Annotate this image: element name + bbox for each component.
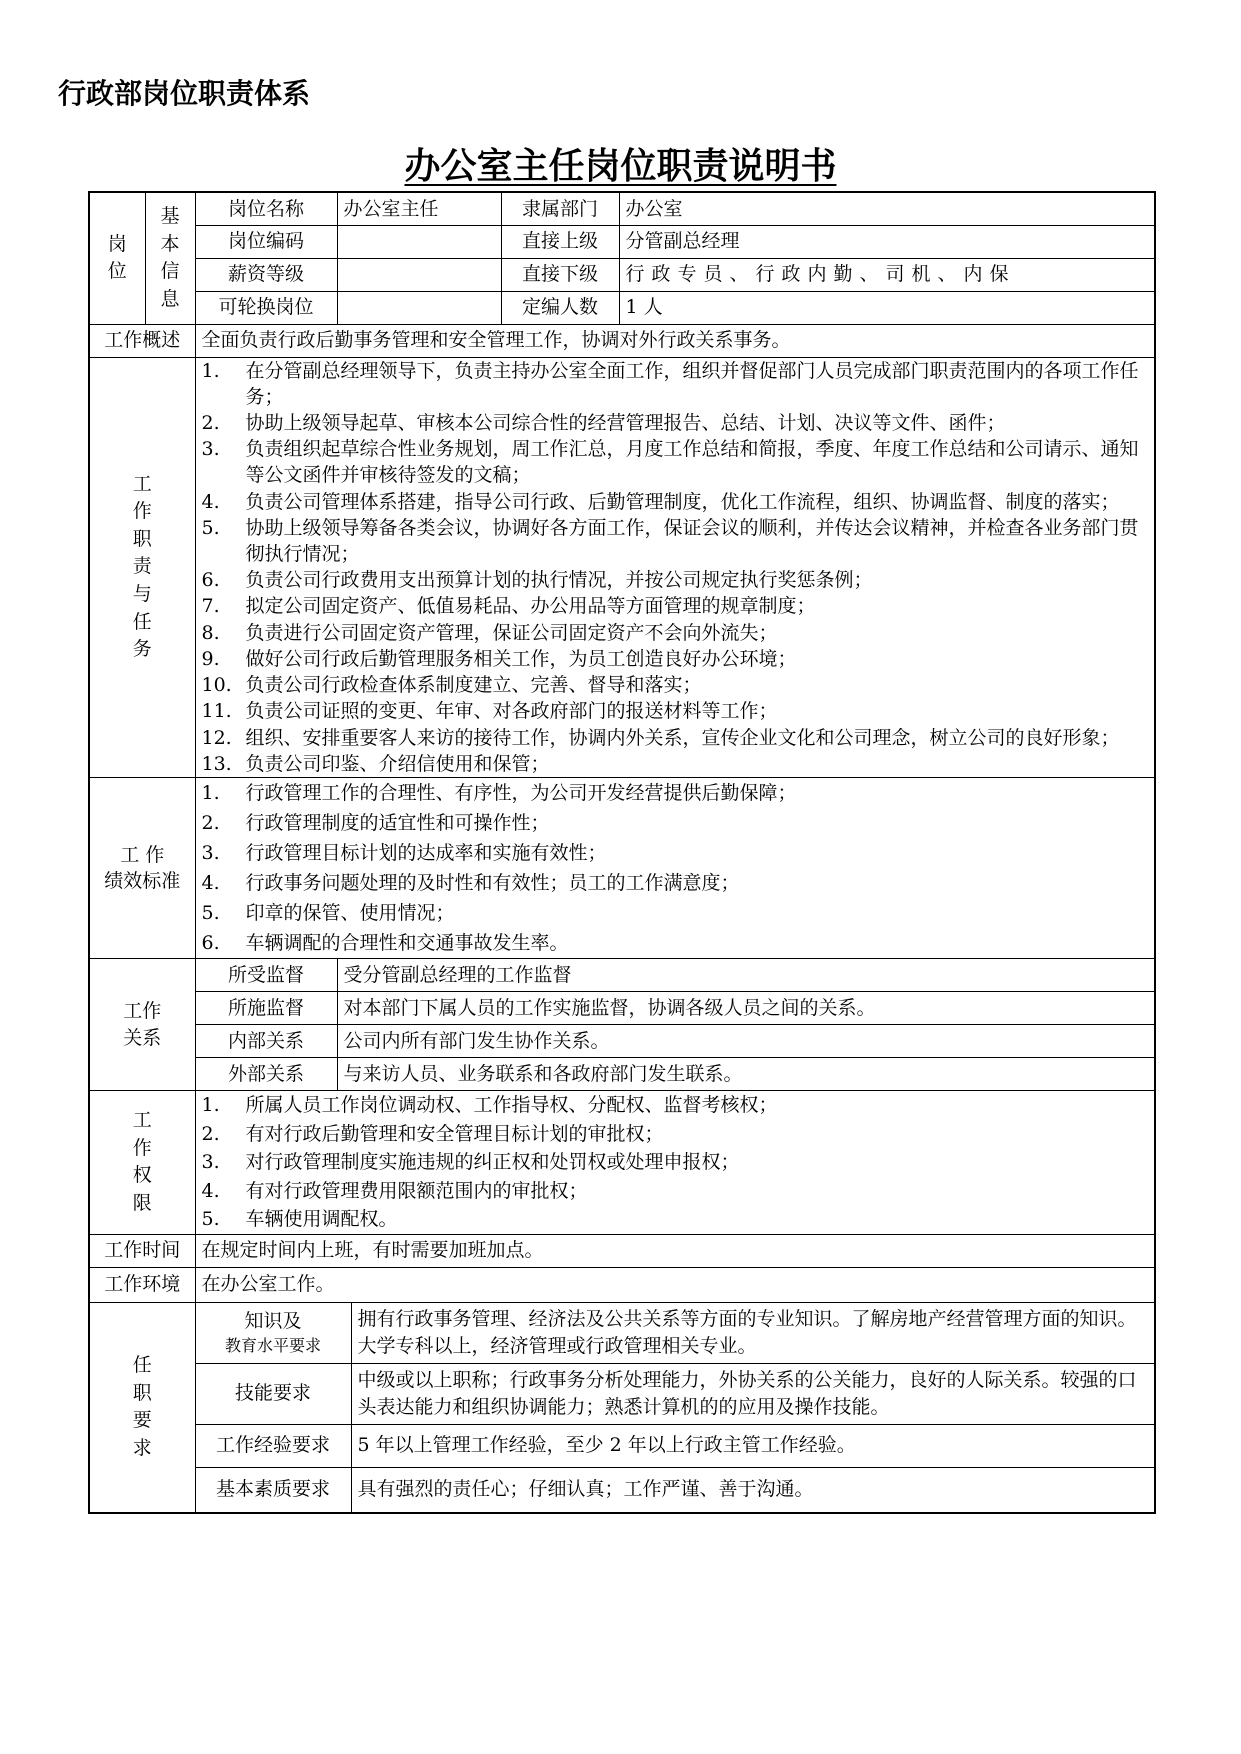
requirement-key-line2: 教育水平要求 — [224, 1335, 321, 1355]
item-number: 6. — [201, 569, 220, 592]
position-row-3 — [89, 258, 1155, 291]
item-text: 车辆调配的合理性和交通事故发生率。 — [245, 932, 569, 955]
requirement-key: 技能要求 — [195, 1363, 351, 1424]
relations-label-line2: 关系 — [123, 1026, 162, 1049]
relations-label — [89, 959, 195, 1091]
requirement-key-line1: 知识及 — [244, 1310, 302, 1333]
performance-label-line1: 工 作 — [120, 843, 165, 866]
list-item — [202, 672, 1149, 698]
item-number: 9. — [201, 647, 220, 670]
requirements-row-1 — [89, 1302, 1155, 1363]
duties-list — [202, 358, 1149, 778]
relations-row-1 — [89, 959, 1155, 992]
performance-label-line2: 绩效标准 — [104, 870, 181, 893]
item-text: 有对行政后勤管理和安全管理目标计划的审批权； — [245, 1122, 664, 1145]
requirement-key: 工作经验要求 — [195, 1424, 351, 1467]
list-item — [202, 838, 1149, 868]
position-label: 岗位 — [89, 192, 145, 324]
work-env-label: 工作环境 — [89, 1267, 195, 1302]
item-text: 负责公司管理体系搭建，指导公司行政、后勤管理制度，优化工作流程，组织、协调监督、制度的落实； — [245, 490, 1120, 513]
field-value — [337, 258, 501, 291]
item-number: 2. — [201, 1122, 220, 1145]
relation-value: 对本部门下属人员的工作实施监督，协调各级人员之间的关系。 — [337, 992, 1155, 1025]
relation-value: 公司内所有部门发生协作关系。 — [337, 1025, 1155, 1058]
requirements-row-2 — [89, 1363, 1155, 1424]
item-number: 6. — [201, 932, 220, 955]
list-item — [202, 1205, 1149, 1234]
list-item — [202, 567, 1149, 593]
field-label: 薪资等级 — [195, 258, 337, 291]
authority-row — [89, 1091, 1155, 1235]
document-heading: 行政部岗位职责体系 — [58, 77, 311, 110]
item-number: 7. — [201, 595, 220, 618]
item-text: 负责公司证照的变更、年审、对各政府部门的报送材料等工作； — [245, 700, 778, 723]
page-title — [0, 138, 1241, 189]
field-value — [337, 225, 501, 258]
list-item — [202, 646, 1149, 672]
item-text: 行政管理制度的适宜性和可操作性； — [245, 812, 550, 835]
item-number: 1. — [201, 1094, 220, 1117]
page-title-text: 办公室主任岗位职责说明书 — [404, 145, 837, 187]
list-item — [202, 515, 1149, 567]
item-number: 13. — [201, 752, 232, 775]
field-label: 隶属部门 — [501, 192, 619, 225]
position-row-4 — [89, 291, 1155, 324]
duties-row — [89, 357, 1155, 778]
requirement-value: 拥有行政事务管理、经济法及公共关系等方面的专业知识。了解房地产经营管理方面的知识。大学专科以上，经济管理或行政管理相关专业。 — [351, 1302, 1155, 1363]
item-text: 负责公司行政检查体系制度建立、完善、督导和落实； — [245, 674, 702, 697]
relation-value: 受分管副总经理的工作监督 — [337, 959, 1155, 992]
authority-list — [202, 1091, 1149, 1234]
field-value — [337, 291, 501, 324]
list-item — [202, 778, 1149, 808]
item-number: 11. — [201, 700, 232, 723]
item-text: 负责组织起草综合性业务规划，周工作汇总，月度工作总结和简报，季度、年度工作总结和公司请示、通知等公文函件并审核待签发的文稿； — [245, 438, 1139, 487]
relation-key: 内部关系 — [195, 1025, 337, 1058]
list-item — [202, 868, 1149, 898]
field-label: 直接上级 — [501, 225, 619, 258]
item-number: 3. — [201, 438, 220, 461]
field-label: 岗位名称 — [195, 192, 337, 225]
list-item — [202, 436, 1149, 488]
list-item — [202, 1091, 1149, 1120]
item-text: 所属人员工作岗位调动权、工作指导权、分配权、监督考核权； — [245, 1094, 778, 1117]
relation-value: 与来访人员、业务联系和各政府部门发生联系。 — [337, 1058, 1155, 1091]
field-value: 行政专员、行政内勤、司机、内保 — [619, 258, 1155, 291]
field-value: 1 人 — [619, 291, 1155, 324]
item-number: 1. — [201, 782, 220, 804]
overview-label: 工作概述 — [89, 324, 195, 357]
list-item — [202, 620, 1149, 646]
item-text: 协助上级领导起草、审核本公司综合性的经营管理报告、总结、计划、决议等文件、函件； — [245, 411, 1006, 434]
item-number: 4. — [201, 490, 220, 513]
item-text: 在分管副总经理领导下，负责主持办公室全面工作，组织并督促部门人员完成部门职责范围内的各项工作任务； — [245, 359, 1139, 408]
list-item — [202, 698, 1149, 724]
relations-row-2 — [89, 992, 1155, 1025]
field-value: 办公室主任 — [337, 192, 501, 225]
requirements-row-3 — [89, 1424, 1155, 1467]
list-item — [202, 751, 1149, 777]
field-label: 可轮换岗位 — [195, 291, 337, 324]
performance-label — [89, 778, 195, 959]
item-number: 2. — [201, 411, 220, 434]
relations-row-4 — [89, 1058, 1155, 1091]
relations-label-line1: 工作 — [123, 1000, 162, 1023]
relation-key: 所施监督 — [195, 992, 337, 1025]
list-item — [202, 725, 1149, 751]
duties-list-cell — [195, 357, 1155, 778]
item-text: 行政管理工作的合理性、有序性，为公司开发经营提供后勤保障； — [245, 782, 797, 804]
work-env-row — [89, 1267, 1155, 1302]
list-item — [202, 808, 1149, 838]
item-text: 印章的保管、使用情况； — [245, 902, 455, 925]
item-number: 4. — [201, 872, 220, 895]
list-item — [202, 593, 1149, 619]
position-row-1 — [89, 192, 1155, 225]
relation-key: 所受监督 — [195, 959, 337, 992]
item-text: 行政管理目标计划的达成率和实施有效性； — [245, 842, 607, 865]
list-item — [202, 898, 1149, 928]
duties-label: 工作职责与任务 — [89, 357, 195, 778]
work-time-row — [89, 1234, 1155, 1267]
relations-row-3 — [89, 1025, 1155, 1058]
job-description-table — [88, 191, 1156, 1514]
item-text: 有对行政管理费用限额范围内的审批权； — [245, 1179, 588, 1202]
overview-row — [89, 324, 1155, 357]
requirement-value: 中级或以上职称；行政事务分析处理能力，外协关系的公关能力，良好的人际关系。较强的口头表达能力和组织协调能力；熟悉计算机的的应用及操作技能。 — [351, 1363, 1155, 1424]
item-text: 负责公司行政费用支出预算计划的执行情况，并按公司规定执行奖惩条例； — [245, 569, 873, 592]
field-label: 直接下级 — [501, 258, 619, 291]
item-text: 负责进行公司固定资产管理，保证公司固定资产不会向外流失； — [245, 621, 778, 644]
field-label: 定编人数 — [501, 291, 619, 324]
performance-list — [202, 778, 1149, 958]
overview-text: 全面负责行政后勤事务管理和安全管理工作，协调对外行政关系事务。 — [195, 324, 1155, 357]
requirement-value: 5 年以上管理工作经验，至少 2 年以上行政主管工作经验。 — [351, 1424, 1155, 1467]
list-item — [202, 1120, 1149, 1149]
requirements-row-4 — [89, 1467, 1155, 1513]
item-text: 负责公司印鉴、介绍信使用和保管； — [245, 752, 550, 775]
field-label: 岗位编码 — [195, 225, 337, 258]
item-text: 行政事务问题处理的及时性和有效性；员工的工作满意度； — [245, 872, 740, 895]
relation-key: 外部关系 — [195, 1058, 337, 1091]
performance-row — [89, 778, 1155, 959]
item-number: 8. — [201, 621, 220, 644]
item-number: 12. — [201, 726, 232, 749]
work-env-text: 在办公室工作。 — [195, 1267, 1155, 1302]
field-value: 办公室 — [619, 192, 1155, 225]
list-item — [202, 358, 1149, 410]
item-number: 3. — [201, 842, 220, 865]
basic-info-label: 基本信息 — [145, 192, 195, 324]
authority-list-cell — [195, 1091, 1155, 1235]
list-item — [202, 1148, 1149, 1177]
item-text: 拟定公司固定资产、低值易耗品、办公用品等方面管理的规章制度； — [245, 595, 816, 618]
list-item — [202, 928, 1149, 958]
item-text: 协助上级领导筹备各类会议，协调好各方面工作，保证会议的顺利，并传达会议精神，并检查各业务部门贯彻执行情况； — [245, 516, 1139, 566]
item-number: 5. — [201, 1208, 220, 1231]
field-value: 分管副总经理 — [619, 225, 1155, 258]
list-item — [202, 489, 1149, 515]
requirement-key: 基本素质要求 — [195, 1467, 351, 1513]
item-number: 5. — [201, 902, 220, 925]
work-time-text: 在规定时间内上班，有时需要加班加点。 — [195, 1234, 1155, 1267]
requirement-value: 具有强烈的责任心；仔细认真；工作严谨、善于沟通。 — [351, 1467, 1155, 1513]
item-text: 组织、安排重要客人来访的接待工作，协调内外关系，宣传企业文化和公司理念，树立公司的良好形象； — [245, 726, 1120, 749]
item-number: 10. — [201, 674, 232, 697]
requirements-label: 任职要求 — [89, 1302, 195, 1513]
item-number: 3. — [201, 1151, 220, 1174]
performance-list-cell — [195, 778, 1155, 959]
requirement-key — [195, 1302, 351, 1363]
list-item — [202, 1177, 1149, 1206]
list-item — [202, 410, 1149, 436]
authority-label: 工作权限 — [89, 1091, 195, 1235]
item-text: 做好公司行政后勤管理服务相关工作，为员工创造良好办公环境； — [245, 647, 797, 670]
item-text: 车辆使用调配权。 — [245, 1208, 398, 1231]
work-time-label: 工作时间 — [89, 1234, 195, 1267]
item-number: 2. — [201, 812, 220, 835]
item-number: 1. — [201, 359, 220, 382]
position-row-2 — [89, 225, 1155, 258]
item-text: 对行政管理制度实施违规的纠正权和处罚权或处理申报权； — [245, 1151, 740, 1174]
item-number: 5. — [201, 516, 220, 539]
item-number: 4. — [201, 1179, 220, 1202]
